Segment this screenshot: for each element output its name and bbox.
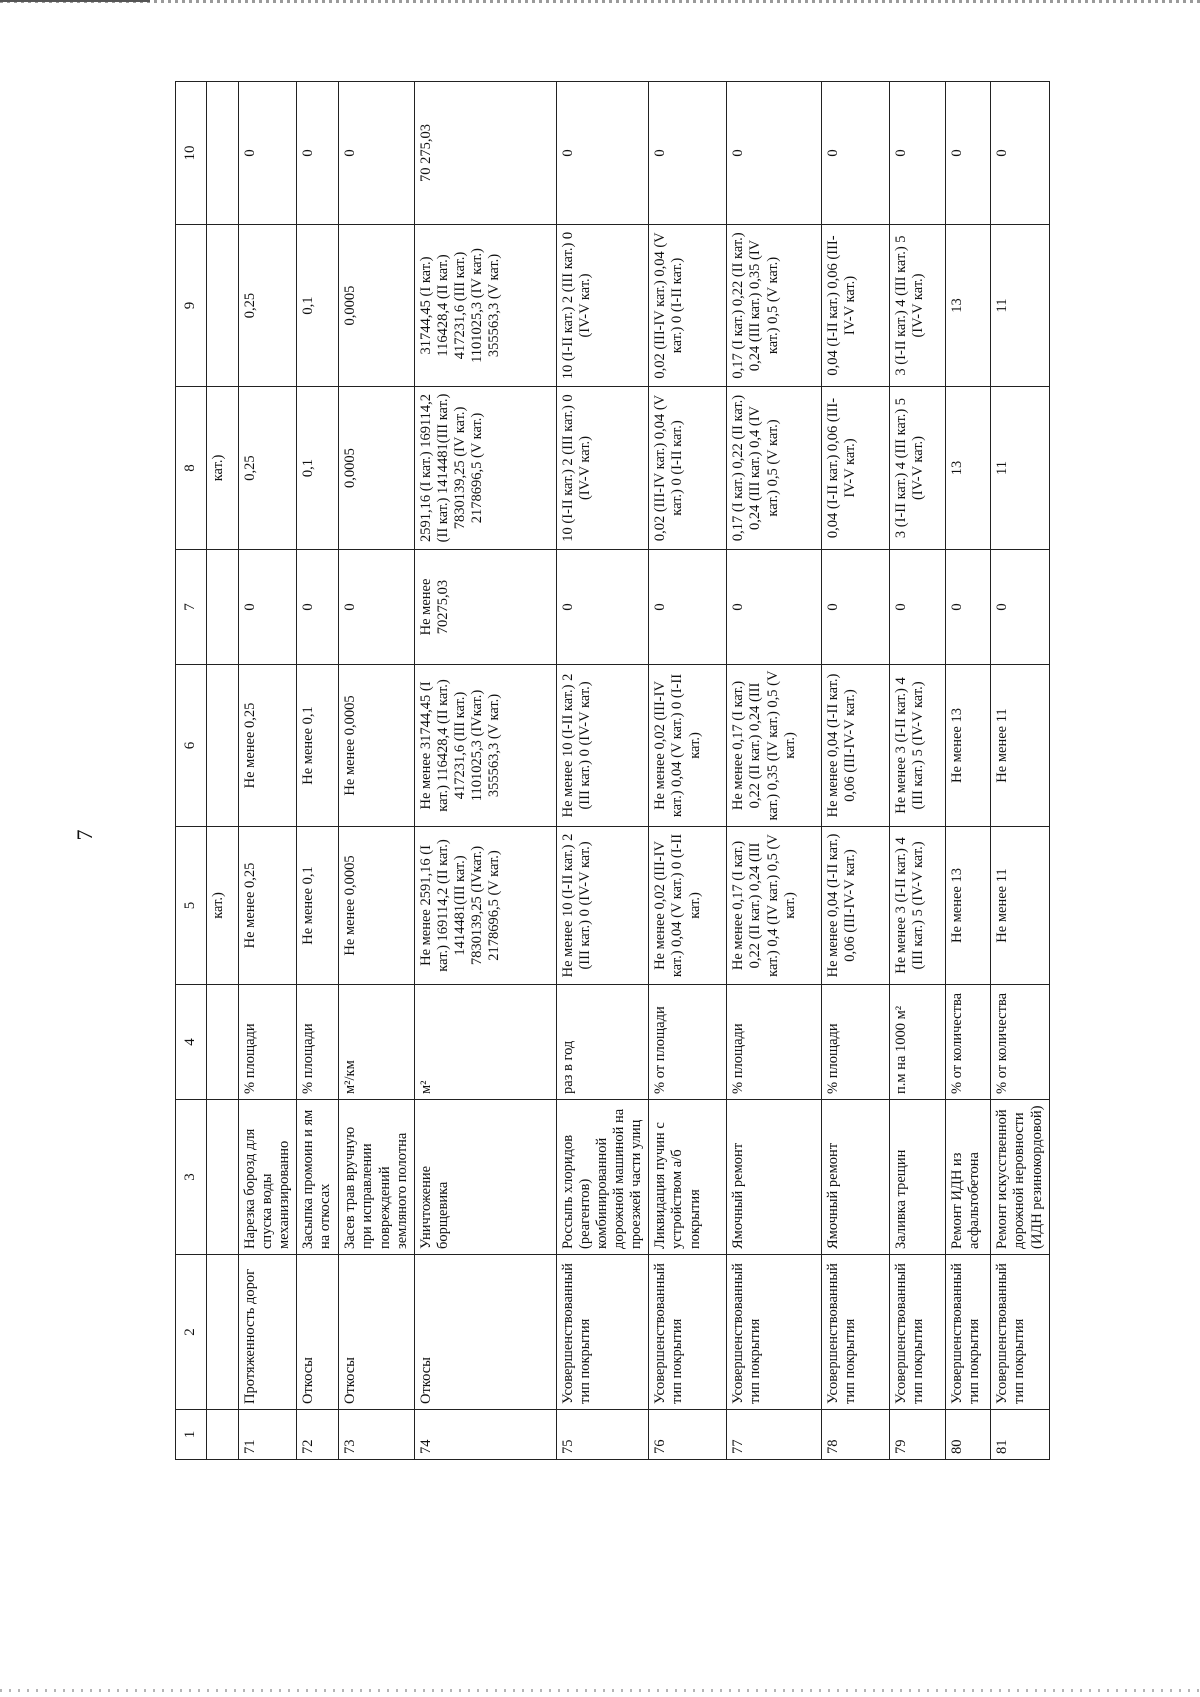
continuation-cell — [207, 1410, 239, 1460]
table-cell: 0,02 (III-IV кат.) 0,04 (V кат.) 0 (I-II кат.) — [649, 387, 727, 550]
table-cell: Не менее 0,1 — [297, 665, 339, 827]
scan-bottom-edge — [0, 1689, 1200, 1692]
table-cell: 0,25 — [239, 225, 297, 387]
table-cell: 80 — [946, 1410, 991, 1460]
header-row — [176, 82, 207, 1460]
maintenance-table — [175, 81, 1050, 1460]
table-cell: Не менее 3 (I-II кат.) 4 (III кат.) 5 (IV-V кат.) — [890, 827, 946, 985]
table-cell: 31744,45 (I кат.) 116428,4 (II кат.) 417231,6 (III кат.) 1101025,3 (IV кат.) 355563,3 (V кат.) — [414, 225, 556, 387]
table-cell: 0 — [991, 82, 1049, 225]
table-cell: 0 — [991, 550, 1049, 665]
table-row — [991, 82, 1049, 1460]
table-row — [339, 82, 414, 1460]
table-cell: Не менее 70275,03 — [414, 550, 556, 665]
table-cell: п.м на 1000 м² — [890, 985, 946, 1100]
table-cell: 0 — [339, 82, 414, 225]
continuation-cell — [207, 82, 239, 225]
table-cell: Не менее 10 (I-II кат.) 2 (III кат.) 0 (IV-V кат.) — [556, 665, 649, 827]
table-cell: Не менее 11 — [991, 827, 1049, 985]
table-cell: 76 — [649, 1410, 727, 1460]
table-cell: Усовершенствованный тип покрытия — [890, 1255, 946, 1410]
table-cell: 73 — [339, 1410, 414, 1460]
table-cell: 0,0005 — [339, 225, 414, 387]
table-cell: 0 — [727, 82, 822, 225]
table-cell: Усовершенствованный тип покрытия — [556, 1255, 649, 1410]
table-cell: Не менее 0,04 (I-II кат.) 0,06 (III-IV-V кат.) — [822, 665, 890, 827]
table-cell: м²/км — [339, 985, 414, 1100]
table-cell: Откосы — [414, 1255, 556, 1410]
table-cell: Не менее 10 (I-II кат.) 2 (III кат.) 0 (IV-V кат.) — [556, 827, 649, 985]
table-cell: 10 (I-II кат.) 2 (III кат.) 0 (IV-V кат.) — [556, 225, 649, 387]
table-cell: Не менее 0,25 — [239, 665, 297, 827]
table-cell: 78 — [822, 1410, 890, 1460]
table-cell: Усовершенствованный тип покрытия — [649, 1255, 727, 1410]
table-cell: Не менее 31744,45 (I кат.) 116428,4 (II кат.) 417231,6 (III кат.) 1101025,3 (IVкат.) 355563,3 (V кат.) — [414, 665, 556, 827]
table-cell: 70 275,03 — [414, 82, 556, 225]
table-row — [297, 82, 339, 1460]
table-cell: 74 — [414, 1410, 556, 1460]
table-cell: 0,17 (I кат.) 0,22 (II кат.) 0,24 (III кат.) 0,4 (IV кат.) 0,5 (V кат.) — [727, 387, 822, 550]
table-cell: 0 — [239, 82, 297, 225]
table-cell: 0 — [946, 82, 991, 225]
table-cell: Не менее 0,25 — [239, 827, 297, 985]
table-cell: Ремонт ИДН из асфальтобетона — [946, 1100, 991, 1255]
table-cell: 0,1 — [297, 387, 339, 550]
table-cell: % площади — [297, 985, 339, 1100]
table-cell: 0 — [297, 82, 339, 225]
table-cell: Усовершенствованный тип покрытия — [991, 1255, 1049, 1410]
table-cell: Не менее 0,17 (I кат.) 0,22 (II кат.) 0,24 (III кат.) 0,35 (IV кат.) 0,5 (V кат.) — [727, 665, 822, 827]
page-number: 7 — [72, 829, 97, 841]
table-cell: % от количества — [946, 985, 991, 1100]
table-cell: % от площади — [649, 985, 727, 1100]
table-cell: 75 — [556, 1410, 649, 1460]
table-row — [946, 82, 991, 1460]
table-cell: Не менее 3 (I-II кат.) 4 (III кат.) 5 (IV-V кат.) — [890, 665, 946, 827]
header-cell: 6 — [176, 665, 207, 827]
table-cell: Протяженность дорог — [239, 1255, 297, 1410]
table-cell: 0 — [649, 82, 727, 225]
table-cell: Россыпь хлоридов (реагентов) комбинированной дорожной машиной на проезжей части улиц — [556, 1100, 649, 1255]
header-cell: 10 — [176, 82, 207, 225]
table-cell: 0,1 — [297, 225, 339, 387]
table-cell: 0,02 (III-IV кат.) 0,04 (V кат.) 0 (I-II кат.) — [649, 225, 727, 387]
table-cell: Не менее 0,02 (III-IV кат.) 0,04 (V кат.) 0 (I-II кат.) — [649, 665, 727, 827]
table-cell: Не менее 0,0005 — [339, 665, 414, 827]
table-cell: 0,17 (I кат.) 0,22 (II кат.) 0,24 (III кат.) 0,35 (IV кат.) 0,5 (V кат.) — [727, 225, 822, 387]
header-cell: 7 — [176, 550, 207, 665]
continuation-row — [207, 82, 239, 1460]
table-cell: Не менее 0,17 (I кат.) 0,22 (II кат.) 0,24 (III кат.) 0,4 (IV кат.) 0,5 (V кат.) — [727, 827, 822, 985]
table-cell: 3 (I-II кат.) 4 (III кат.) 5 (IV-V кат.) — [890, 225, 946, 387]
table-cell: 72 — [297, 1410, 339, 1460]
table-cell: 0,25 — [239, 387, 297, 550]
table-cell: 0 — [297, 550, 339, 665]
table-cell: 0 — [822, 550, 890, 665]
table-cell: Не менее 11 — [991, 665, 1049, 827]
table-cell: 13 — [946, 387, 991, 550]
table-cell: 11 — [991, 387, 1049, 550]
table-cell: % площади — [822, 985, 890, 1100]
continuation-cell — [207, 1100, 239, 1255]
table-cell: 0 — [890, 550, 946, 665]
header-cell: 3 — [176, 1100, 207, 1255]
rotated-table-container — [175, 82, 1043, 1460]
continuation-cell: кат.) — [207, 387, 239, 550]
table-cell: 0 — [649, 550, 727, 665]
table-cell: Усовершенствованный тип покрытия — [727, 1255, 822, 1410]
continuation-cell — [207, 550, 239, 665]
table-cell: раз в год — [556, 985, 649, 1100]
table-cell: Усовершенствованный тип покрытия — [946, 1255, 991, 1410]
continuation-cell: кат.) — [207, 827, 239, 985]
table-cell: Не менее 0,0005 — [339, 827, 414, 985]
table-row — [890, 82, 946, 1460]
header-cell: 8 — [176, 387, 207, 550]
table-cell: 79 — [890, 1410, 946, 1460]
continuation-cell — [207, 665, 239, 827]
continuation-cell — [207, 225, 239, 387]
table-cell: 11 — [991, 225, 1049, 387]
table-cell: 0 — [727, 550, 822, 665]
table-cell: 0,04 (I-II кат.) 0,06 (III-IV-V кат.) — [822, 225, 890, 387]
continuation-cell — [207, 1255, 239, 1410]
table-cell: 0 — [946, 550, 991, 665]
header-cell: 9 — [176, 225, 207, 387]
table-cell: 0 — [822, 82, 890, 225]
table-cell: Ямочный ремонт — [822, 1100, 890, 1255]
header-cell: 2 — [176, 1255, 207, 1410]
table-cell: 81 — [991, 1410, 1049, 1460]
table-cell: 2591,16 (I кат.) 169114,2 (II кат.) 1414481(III кат.) 7830139,25 (IV кат.) 2178696,5 (V кат.) — [414, 387, 556, 550]
table-cell: 3 (I-II кат.) 4 (III кат.) 5 (IV-V кат.) — [890, 387, 946, 550]
header-cell: 5 — [176, 827, 207, 985]
table-cell: Не менее 0,1 — [297, 827, 339, 985]
table-cell: Не менее 13 — [946, 827, 991, 985]
table-cell: Не менее 2591,16 (I кат.) 169114,2 (II кат.) 1414481(III кат.) 7830139,25 (IVкат.) 2178696,5 (V кат.) — [414, 827, 556, 985]
table-cell: м² — [414, 985, 556, 1100]
table-cell: 0 — [239, 550, 297, 665]
table-cell: Ямочный ремонт — [727, 1100, 822, 1255]
continuation-cell — [207, 985, 239, 1100]
table-cell: Заливка трещин — [890, 1100, 946, 1255]
table-cell: 71 — [239, 1410, 297, 1460]
table-cell: 0 — [556, 550, 649, 665]
table-cell: 0 — [339, 550, 414, 665]
table-row — [822, 82, 890, 1460]
table-cell: Ликвидация пучин с устройством а/б покрытия — [649, 1100, 727, 1255]
table-cell: Усовершенствованный тип покрытия — [822, 1255, 890, 1410]
table-row — [727, 82, 822, 1460]
table-cell: Не менее 0,02 (III-IV кат.) 0,04 (V кат.) 0 (I-II кат.) — [649, 827, 727, 985]
table-cell: Засыпка промоин и ям на откосах — [297, 1100, 339, 1255]
table-cell: 0 — [556, 82, 649, 225]
header-cell: 4 — [176, 985, 207, 1100]
header-cell: 1 — [176, 1410, 207, 1460]
table-cell: % от количества — [991, 985, 1049, 1100]
table-cell: Нарезка борозд для спуска воды механизированно — [239, 1100, 297, 1255]
table-cell: 0,0005 — [339, 387, 414, 550]
table-cell: 0 — [890, 82, 946, 225]
table-cell: % площади — [239, 985, 297, 1100]
table-row — [414, 82, 556, 1460]
table-cell: Не менее 0,04 (I-II кат.) 0,06 (III-IV-V кат.) — [822, 827, 890, 985]
scan-top-edge — [0, 0, 1200, 3]
table-cell: 10 (I-II кат.) 2 (III кат.) 0 (IV-V кат.) — [556, 387, 649, 550]
table-cell: Ремонт искусственной дорожной неровности (ИДН резинокордовой) — [991, 1100, 1049, 1255]
table-cell: Не менее 13 — [946, 665, 991, 827]
table-cell: % площади — [727, 985, 822, 1100]
table-cell: 0,04 (I-II кат.) 0,06 (III-IV-V кат.) — [822, 387, 890, 550]
table-row — [649, 82, 727, 1460]
table-cell: Откосы — [339, 1255, 414, 1410]
table-cell: 13 — [946, 225, 991, 387]
table-row — [239, 82, 297, 1460]
table-cell: Засев трав вручную при исправлении повреждений земляного полотна — [339, 1100, 414, 1255]
table-row — [556, 82, 649, 1460]
table-cell: Уничтожение борщевика — [414, 1100, 556, 1255]
table-cell: Откосы — [297, 1255, 339, 1410]
table-cell: 77 — [727, 1410, 822, 1460]
